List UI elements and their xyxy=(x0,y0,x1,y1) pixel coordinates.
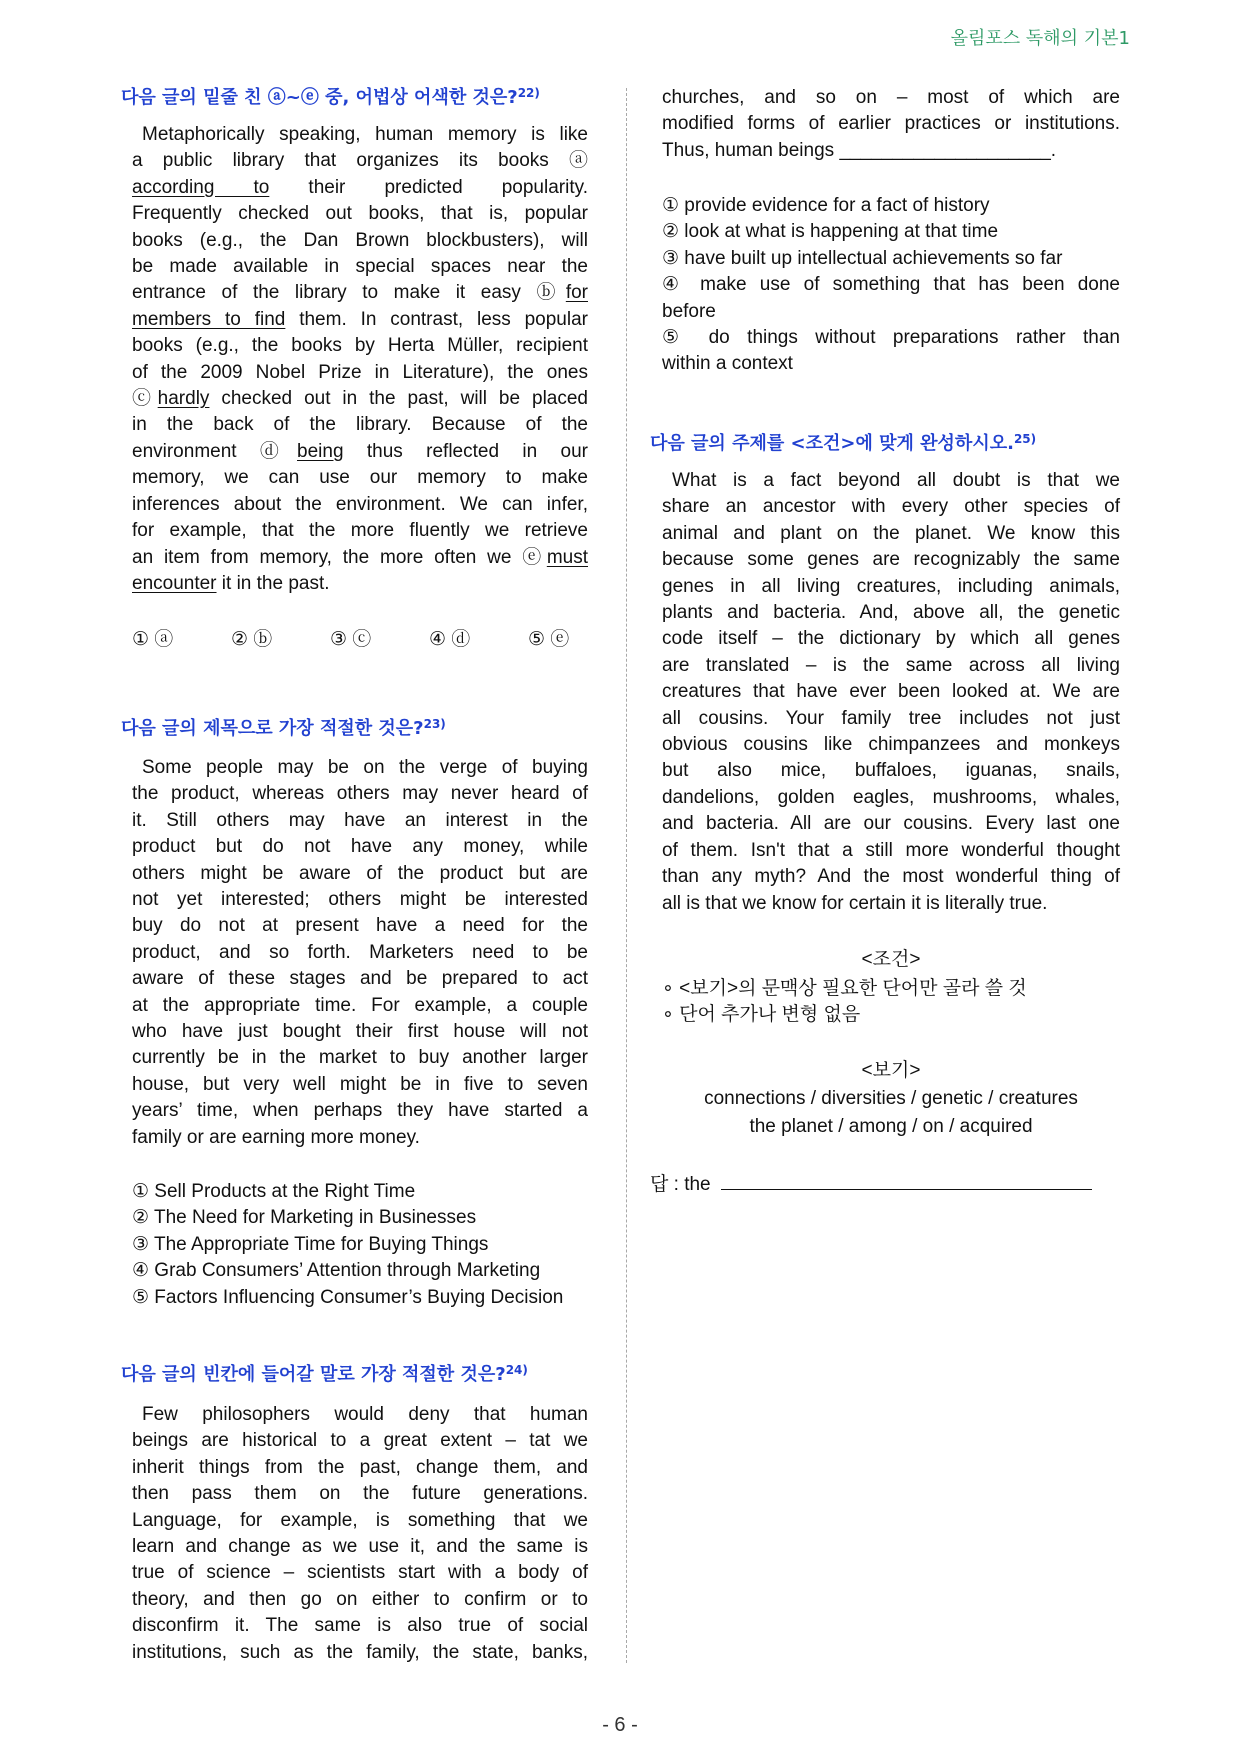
condition-item: ∘ <보기>의 문맥상 필요한 단어만 골라 쓸 것 xyxy=(662,978,1027,999)
passage-line: who have just bought their first house will not xyxy=(132,1021,588,1043)
passage-line xyxy=(132,439,588,465)
passage-line: for example, that the more fluently we retrieve xyxy=(132,520,588,542)
question-24-passage-part-1 xyxy=(132,1402,588,1666)
passage-line: product, and so forth. Marketers need to be xyxy=(132,941,588,963)
text-span: their predicted popularity. xyxy=(269,176,588,198)
underlined-phrase: must xyxy=(546,546,588,568)
passage-line: code itself – the dictionary by which all genes xyxy=(662,628,1120,650)
question-22-passage xyxy=(132,122,588,597)
passage-line: but also mice, buffaloes, iguanas, snails, xyxy=(662,760,1120,782)
choice-1 xyxy=(662,193,1120,219)
choice-4 xyxy=(662,272,1120,325)
passage-line: of the 2009 Nobel Prize in Literature), the ones xyxy=(132,361,588,383)
passage-line: it. Still others may have an interest in the xyxy=(132,809,588,831)
choice-line: before xyxy=(662,300,716,322)
choice-item: ② The Need for Marketing in Businesses xyxy=(132,1207,477,1229)
passage-line: creatures that have ever been looked at. We are xyxy=(662,681,1120,703)
passage-line: theory, and then go on either to confirm or to xyxy=(132,1588,588,1610)
passage-line: books (e.g., the Dan Brown blockbusters), will xyxy=(132,229,588,251)
question-22-heading xyxy=(121,85,540,111)
question-23-heading xyxy=(121,716,446,742)
column-divider xyxy=(626,88,627,1663)
passage-line: not yet interested; others might be interested xyxy=(132,889,588,911)
underlined-phrase: according to xyxy=(132,176,270,198)
passage-line: modified forms of earlier practices or institutions. xyxy=(662,113,1120,135)
question-24-choices xyxy=(662,193,1120,378)
choice-line: ④ make use of something that has been done xyxy=(662,274,1120,296)
passage-line xyxy=(132,307,588,333)
passage-line xyxy=(132,175,588,201)
passage-line: Thus, human beings ____________________. xyxy=(662,139,1057,161)
passage-line: genes in all living creatures, including animals, xyxy=(662,575,1120,597)
question-22-choices xyxy=(132,627,627,653)
passage-line: Few philosophers would deny that human xyxy=(142,1404,588,1425)
passage-line: learn and change as we use it, and the same is xyxy=(132,1536,588,1558)
question-22-prompt: 다음 글의 밑줄 친 ⓐ~ⓔ 중, 어법상 어색한 것은? xyxy=(121,87,518,108)
passage-line xyxy=(132,386,588,412)
underlined-phrase: encounter xyxy=(132,572,217,594)
passage-line: dandelions, golden eagles, mushrooms, whales, xyxy=(662,786,1120,808)
conditions-list xyxy=(662,976,1120,1029)
passage-line: true of science – scientists start with a body of xyxy=(132,1562,588,1584)
passage-line: memory, we can use our memory to make xyxy=(132,467,588,489)
question-25-footnote-number: 25) xyxy=(1013,432,1037,446)
passage-line: buy do not at present have a need for the xyxy=(132,915,588,937)
choice-item: ④ Grab Consumers’ Attention through Marketing xyxy=(132,1260,541,1282)
passage-line: animal and plant on the planet. We know this xyxy=(662,522,1120,544)
page-number: - 6 - xyxy=(602,1714,638,1736)
word-bank-line: connections / diversities / genetic / creatures xyxy=(704,1088,1078,1109)
passage-line: plants and bacteria. And, above all, the genetic xyxy=(662,602,1120,624)
underlined-phrase: members to find xyxy=(132,308,286,330)
passage-line: and bacteria. All are our cousins. Every last one xyxy=(662,813,1120,835)
choice-3: ③ ⓒ xyxy=(330,629,372,650)
choice-5 xyxy=(662,325,1120,378)
question-25-heading xyxy=(650,431,1036,457)
passage-line xyxy=(132,280,588,306)
passage-line: Metaphorically speaking, human memory is like xyxy=(142,124,588,145)
passage-line: then pass them on the future generations. xyxy=(132,1483,588,1505)
passage-line: are translated – is the same across all living xyxy=(662,654,1120,676)
text-span: thus reflected in our xyxy=(343,440,588,462)
choice-line: ① provide evidence for a fact of history xyxy=(662,195,990,216)
choice-line: ② look at what is happening at that time xyxy=(662,221,999,243)
passage-line: years’ time, when perhaps they have started a xyxy=(132,1100,588,1122)
passage-line: product but do not have any money, while xyxy=(132,836,588,858)
underlined-phrase: hardly xyxy=(157,388,210,410)
choice-5: ⑤ ⓔ xyxy=(528,629,570,650)
choice-line: within a context xyxy=(662,353,793,375)
choice-line: ⑤ do things without preparations rather than xyxy=(662,327,1120,349)
text-span: entrance of the library to make it easy ⓑ xyxy=(132,282,566,304)
question-24-heading xyxy=(121,1362,528,1388)
passage-line: than any myth? And the most wonderful thing of xyxy=(662,866,1120,888)
text-span: them. In contrast, less popular xyxy=(285,308,588,330)
text-span: it in the past. xyxy=(216,572,330,594)
passage-line: Some people may be on the verge of buying xyxy=(142,757,588,778)
passage-line: aware of these stages and be prepared to act xyxy=(132,968,588,990)
text-span: ⓒ xyxy=(132,388,158,410)
passage-line: because some genes are recognizably the same xyxy=(662,549,1120,571)
passage-line: inherit things from the past, change them, and xyxy=(132,1456,588,1478)
conditions-title xyxy=(662,946,1120,974)
passage-line: beings are historical to a great extent – tat we xyxy=(132,1430,588,1452)
choice-line: ③ have built up intellectual achievements so far xyxy=(662,247,1063,269)
question-25-passage xyxy=(662,468,1120,917)
passage-line: in the back of the library. Because of the xyxy=(132,414,588,436)
question-22-footnote-number: 22) xyxy=(517,86,540,100)
text-span: checked out in the past, will be placed xyxy=(209,388,588,410)
passage-line: the product, whereas others may never heard of xyxy=(132,783,588,805)
passage-line: currently be in the market to buy another larger xyxy=(132,1047,588,1069)
conditions-title-text: <조건> xyxy=(861,949,921,970)
passage-line: Frequently checked out books, that is, popular xyxy=(132,203,588,225)
word-bank-title: <보기> xyxy=(861,1060,921,1081)
answer-blank xyxy=(721,1171,1092,1190)
page-header-title: 올림포스 독해의 기본1 xyxy=(950,28,1130,49)
word-bank-line: the planet / among / on / acquired xyxy=(749,1116,1033,1137)
passage-line: at the appropriate time. For example, a couple xyxy=(132,994,588,1016)
text-span: an item from memory, the more often we ⓔ xyxy=(132,546,547,568)
passage-line: be made available in special spaces near the xyxy=(132,256,588,278)
answer-label: 답 : the xyxy=(650,1174,711,1195)
underlined-phrase: being xyxy=(297,440,344,462)
word-bank xyxy=(662,1057,1120,1141)
answer-line xyxy=(650,1171,1092,1198)
passage-line: share an ancestor with every other species of xyxy=(662,496,1120,518)
passage-line: Language, for example, is something that we xyxy=(132,1509,588,1531)
question-25-prompt: 다음 글의 주제를 <조건>에 맞게 완성하시오. xyxy=(650,433,1014,454)
passage-line: disconfirm it. The same is also true of social xyxy=(132,1615,588,1637)
passage-line: obvious cousins like chimpanzees and monkeys xyxy=(662,734,1120,756)
text-span: environment ⓓ xyxy=(132,440,298,462)
passage-line: a public library that organizes its books ⓐ xyxy=(132,150,588,172)
choice-2 xyxy=(662,219,1120,245)
passage-line: institutions, such as the family, the state, banks, xyxy=(132,1641,588,1663)
passage-line: family or are earning more money. xyxy=(132,1126,420,1148)
passage-line: What is a fact beyond all doubt is that we xyxy=(672,470,1120,491)
passage-line: all is that we know for certain it is literally true. xyxy=(662,892,1048,914)
choice-item: ① Sell Products at the Right Time xyxy=(132,1181,416,1202)
question-24-footnote-number: 24) xyxy=(505,1363,528,1377)
question-23-passage xyxy=(132,755,588,1151)
passage-line: of them. Isn't that a still more wonderful thought xyxy=(662,839,1120,861)
passage-line: house, but very well might be in five to seven xyxy=(132,1073,588,1095)
choice-item: ⑤ Factors Influencing Consumer’s Buying Decision xyxy=(132,1286,564,1308)
choice-item: ③ The Appropriate Time for Buying Things xyxy=(132,1233,489,1255)
choice-3 xyxy=(662,246,1120,272)
condition-item: ∘ 단어 추가나 변형 없음 xyxy=(662,1004,861,1026)
question-23-prompt: 다음 글의 제목으로 가장 적절한 것은? xyxy=(121,718,424,739)
passage-line: inferences about the environment. We can infer, xyxy=(132,493,588,515)
question-24-passage-part-2 xyxy=(662,85,1120,164)
underlined-phrase: for xyxy=(565,282,588,304)
passage-line: all cousins. Your family tree includes not just xyxy=(662,707,1120,729)
question-23-footnote-number: 23) xyxy=(423,717,446,731)
question-23-choices xyxy=(132,1179,588,1311)
passage-line: books (e.g., the books by Herta Müller, recipient xyxy=(132,335,588,357)
choice-4: ④ ⓓ xyxy=(429,629,471,650)
passage-line xyxy=(132,571,588,597)
passage-line xyxy=(132,545,588,571)
choice-2: ② ⓑ xyxy=(231,629,273,650)
choice-1: ① ⓐ xyxy=(132,629,174,650)
passage-line: others might be aware of the product but are xyxy=(132,862,588,884)
question-24-prompt: 다음 글의 빈칸에 들어갈 말로 가장 적절한 것은? xyxy=(121,1364,506,1385)
passage-line: churches, and so on – most of which are xyxy=(662,87,1120,108)
